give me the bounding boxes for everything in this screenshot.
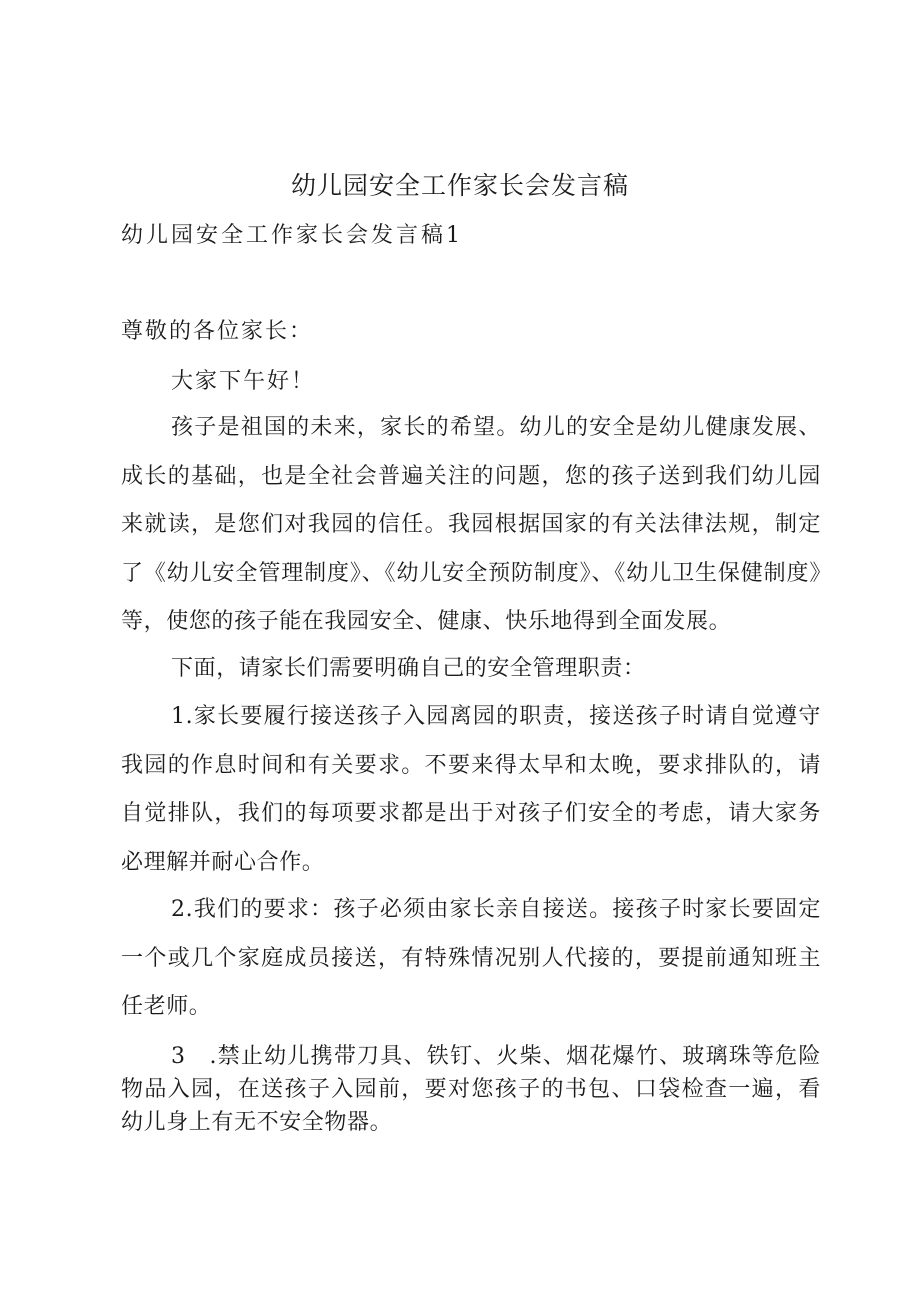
document-subtitle: 幼儿园安全工作家长会发言稿1 bbox=[121, 223, 463, 248]
opening-greeting: 大家下午好！ bbox=[171, 369, 316, 394]
paragraph-intro: 孩子是祖国的未来，家长的希望。幼儿的安全是幼儿健康发展、成长的基础，也是全社会普遍关注的问题，您的孩子送到我们幼儿园来就读，是您们对我园的信任。我园根据国家的有关法律法规，制定了《幼儿安全管理制度》、《幼儿安全预防制度》、《幼儿卫生保健制度》等，使您的孩子能在我园安全、健康、快乐地得到全面发展。 bbox=[121, 415, 821, 634]
document-title: 幼儿园安全工作家长会发言稿 bbox=[290, 171, 629, 200]
paragraph-responsibilities-heading: 下面，请家长们需要明确自己的安全管理职责： bbox=[171, 656, 646, 681]
salutation: 尊敬的各位家长： bbox=[121, 319, 314, 344]
paragraph-item-1: 1.家长要履行接送孩子入园离园的职责，接送孩子时请自觉遵守我园的作息时间和有关要求。不要来得太早和太晚，要求排队的，请自觉排队，我们的每项要求都是出于对孩子们安全的考虑，请大家务必理解并耐心合作。 bbox=[121, 704, 821, 875]
paragraph-item-2: 2.我们的要求：孩子必须由家长亲自接送。接孩子时家长要固定一个或几个家庭成员接送，有特殊情况别人代接的，要提前通知班主任老师。 bbox=[121, 897, 821, 1019]
paragraph-item-3: 3 .禁止幼儿携带刀具、铁钉、火柴、烟花爆竹、玻璃珠等危险物品入园，在送孩子入园前，要对您孩子的书包、口袋检查一遍，看幼儿身上有无不安全物器。 bbox=[121, 1044, 821, 1135]
